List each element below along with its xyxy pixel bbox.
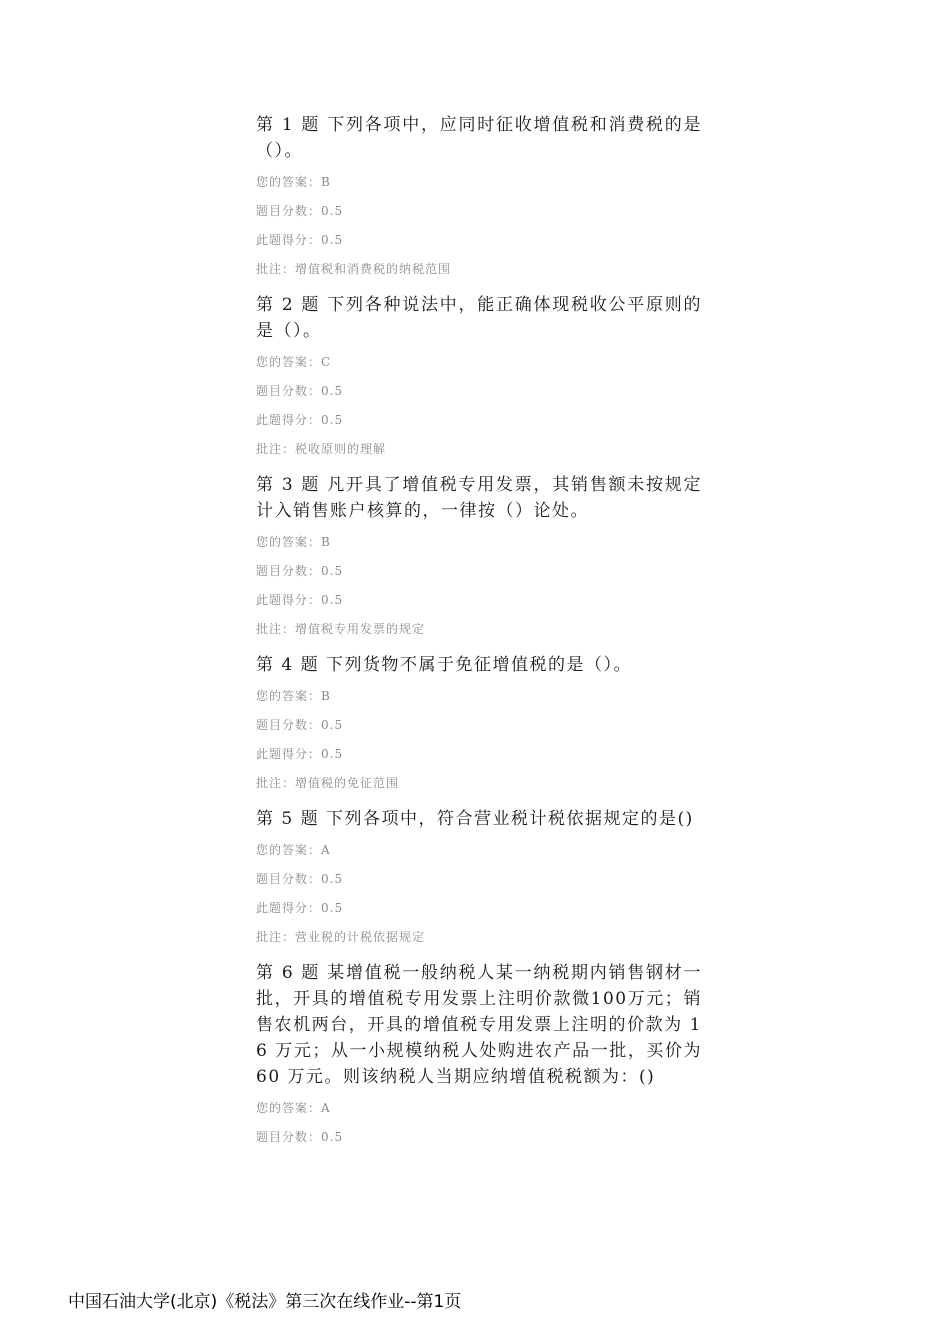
question-item-2	[256, 292, 702, 456]
your-answer: 您的答案：A	[256, 843, 331, 857]
question-note: 批注：增值税和消费税的纳税范围	[256, 262, 452, 276]
your-answer: 您的答案：B	[256, 535, 331, 549]
question-title: 第 2 题 下列各种说法中，能正确体现税收公平原则的是（）。	[256, 295, 702, 341]
question-item-5	[256, 806, 702, 944]
question-score: 题目分数：0.5	[256, 204, 344, 218]
question-title: 第 1 题 下列各项中，应同时征收增值税和消费税的是（）。	[256, 115, 702, 161]
question-note: 批注：增值税专用发票的规定	[256, 622, 426, 636]
question-item-4	[256, 652, 702, 790]
question-list	[256, 112, 702, 1160]
question-title: 第 3 题 凡开具了增值税专用发票，其销售额未按规定计入销售账户核算的，一律按（）论处。	[256, 475, 702, 521]
question-score: 题目分数：0.5	[256, 384, 344, 398]
question-title: 第 6 题 某增值税一般纳税人某一纳税期内销售钢材一批，开具的增值税专用发票上注明价款微100万元；销售农机两台，开具的增值税专用发票上注明的价款为 16 万元；从一小规模纳税人处购进农产品一批，买价为 60 万元。则该纳税人当期应纳增值税税额为：()	[256, 963, 702, 1087]
question-title: 第 5 题 下列各项中，符合营业税计税依据规定的是()	[256, 809, 694, 829]
question-score: 题目分数：0.5	[256, 564, 344, 578]
your-answer: 您的答案：B	[256, 689, 331, 703]
question-score: 题目分数：0.5	[256, 872, 344, 886]
question-score: 题目分数：0.5	[256, 718, 344, 732]
your-answer: 您的答案：B	[256, 175, 331, 189]
question-item-1	[256, 112, 702, 276]
earned-score: 此题得分：0.5	[256, 747, 344, 761]
earned-score: 此题得分：0.5	[256, 413, 344, 427]
earned-score: 此题得分：0.5	[256, 593, 344, 607]
your-answer: 您的答案：A	[256, 1101, 331, 1115]
question-score: 题目分数：0.5	[256, 1130, 344, 1144]
question-item-3	[256, 472, 702, 636]
question-note: 批注：税收原则的理解	[256, 442, 387, 456]
page-footer: 中国石油大学(北京)《税法》第三次在线作业--第1页	[68, 1292, 462, 1312]
earned-score: 此题得分：0.5	[256, 901, 344, 915]
question-title: 第 4 题 下列货物不属于免征增值税的是（）。	[256, 655, 633, 675]
question-note: 批注：增值税的免征范围	[256, 776, 400, 790]
your-answer: 您的答案：C	[256, 355, 332, 369]
earned-score: 此题得分：0.5	[256, 233, 344, 247]
question-item-6	[256, 960, 702, 1144]
question-note: 批注：营业税的计税依据规定	[256, 930, 426, 944]
